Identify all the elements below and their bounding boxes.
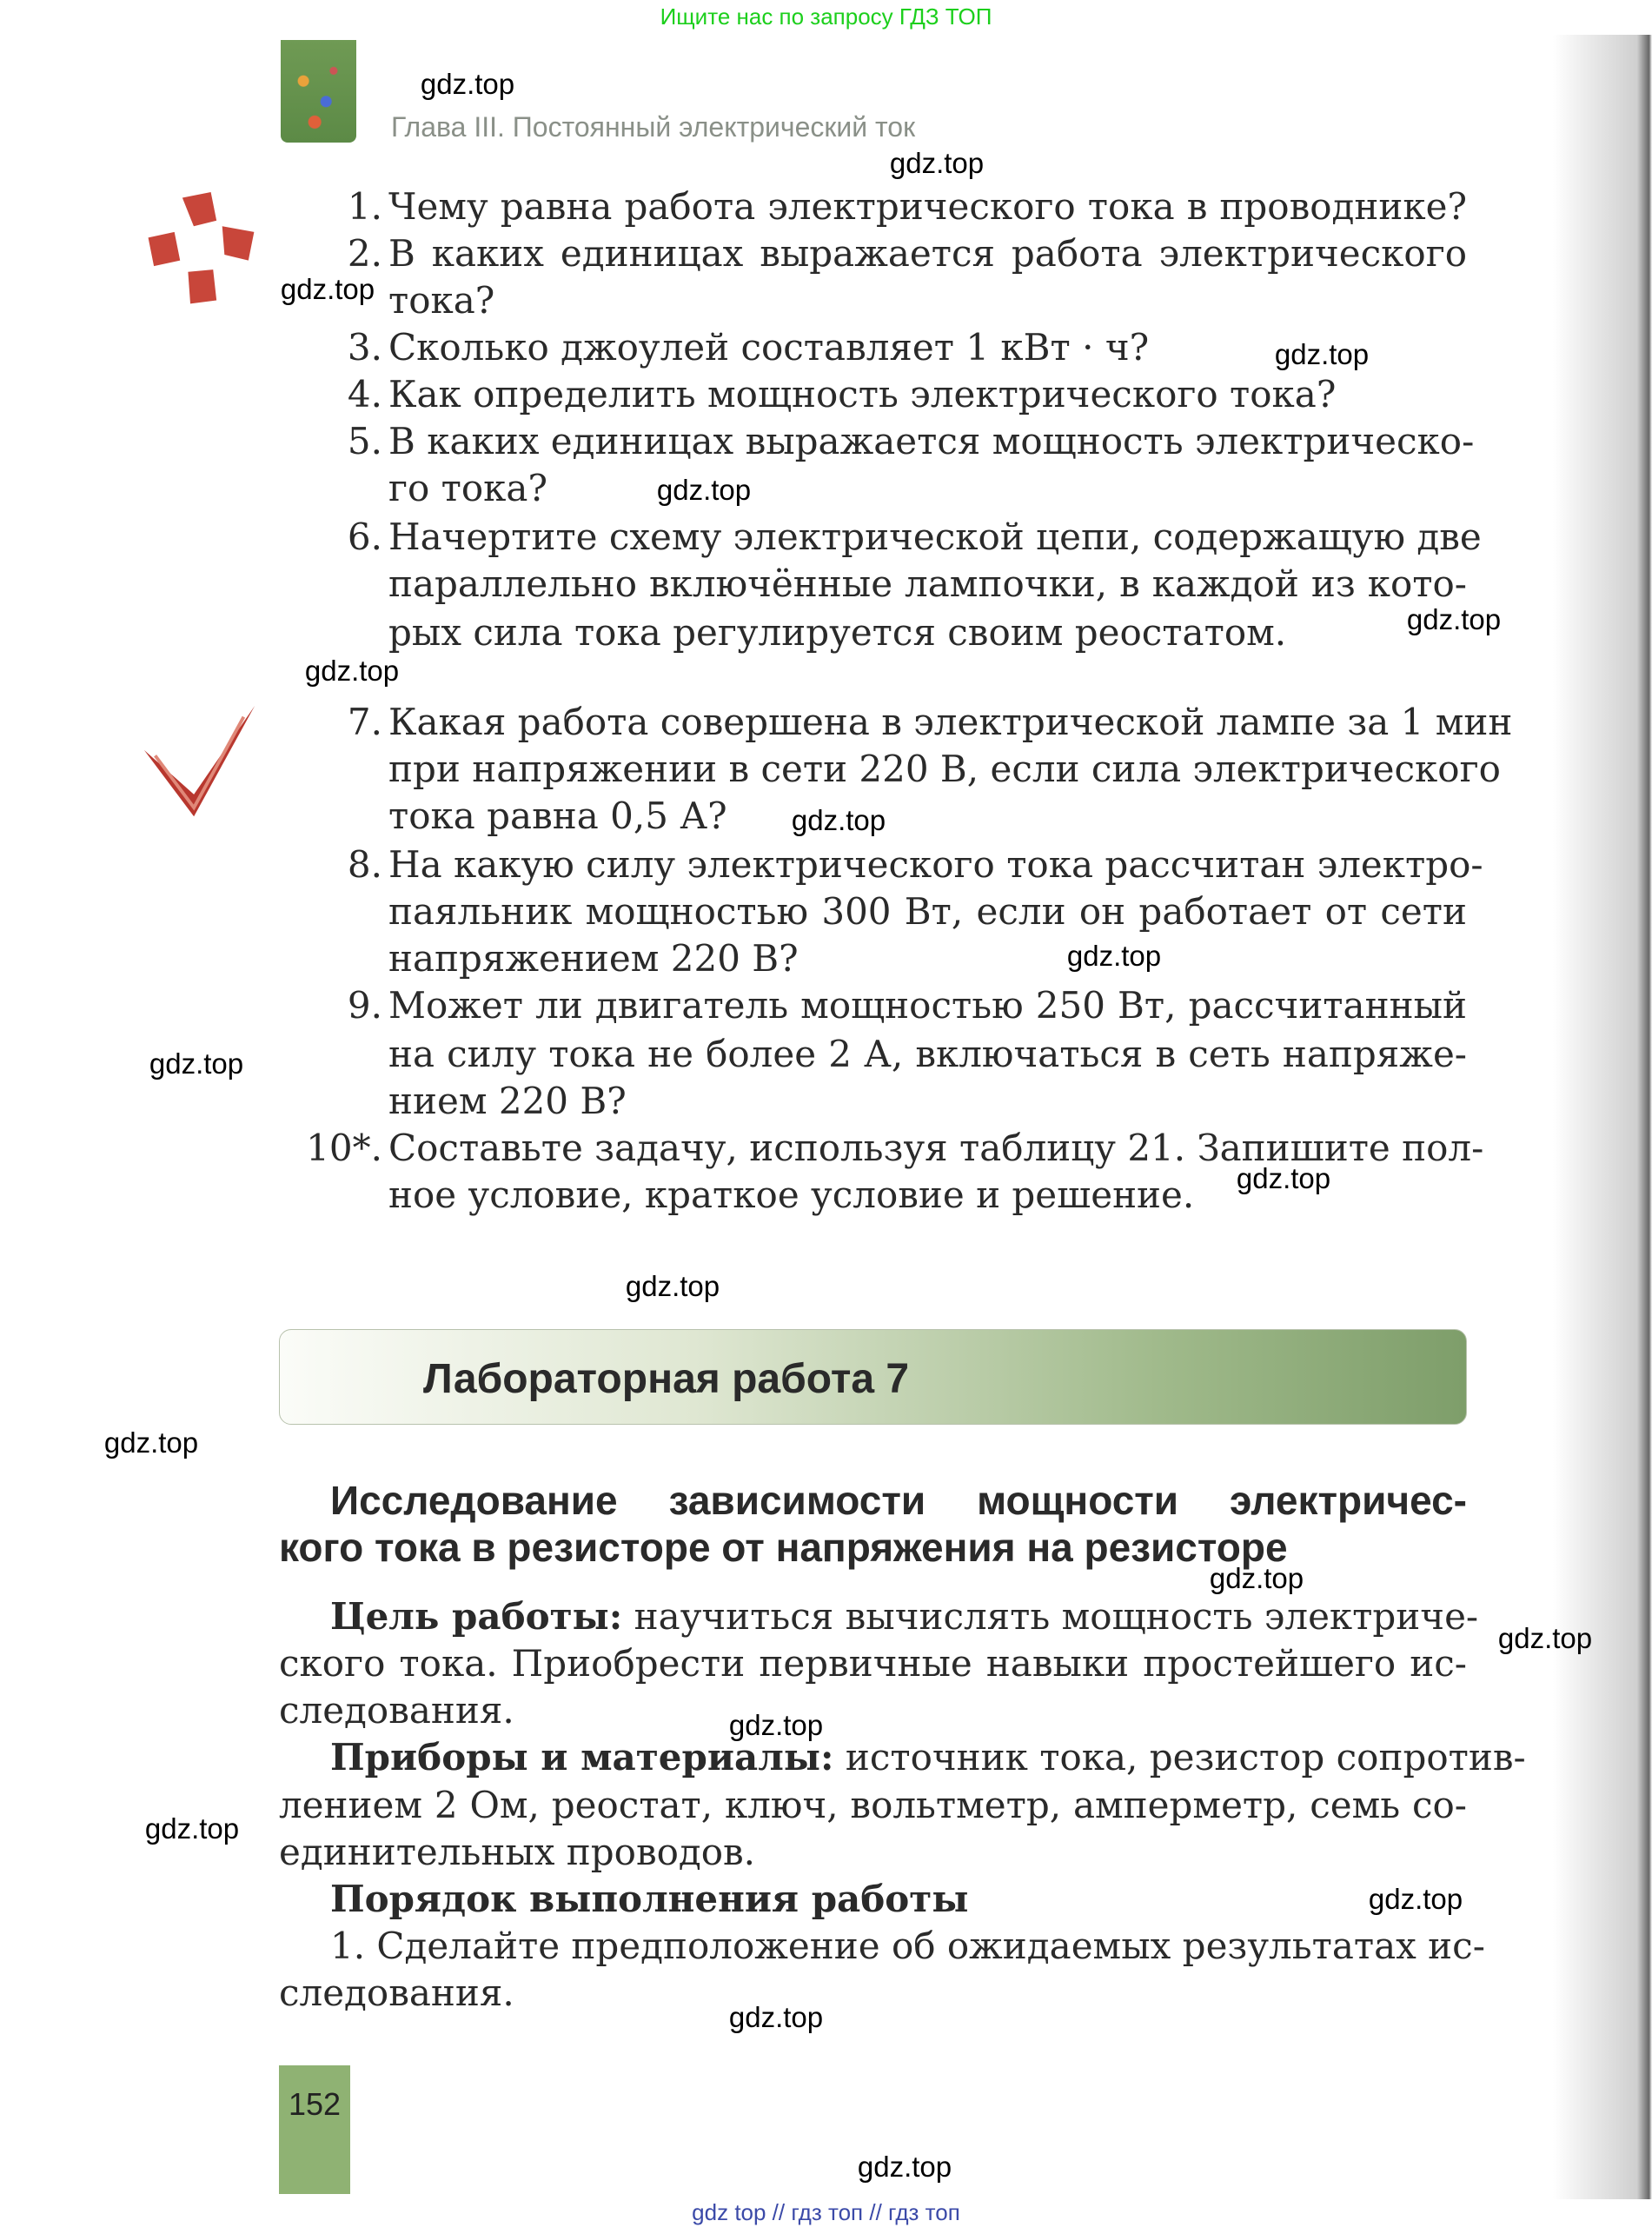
question-line: В каких единицах выражается работа электрического	[388, 232, 1467, 275]
check-icon	[143, 706, 256, 828]
question-line: рых сила тока регулируется своим реостатом.	[388, 611, 1287, 654]
question-number: 9.	[347, 984, 382, 1027]
question-line: на силу тока не более 2 А, включаться в сеть напряже-	[388, 1033, 1467, 1075]
question-line: Сколько джоулей составляет 1 кВт · ч?	[388, 326, 1150, 369]
goal-line: ского тока. Приобрести первичные навыки простейшего ис-	[279, 1642, 1467, 1685]
question-line: го тока?	[388, 467, 547, 509]
page-edge-shadow	[1553, 35, 1652, 2199]
goal-line: следования.	[279, 1689, 514, 1732]
lab-title-line: кого тока в резисторе от напряжения на резисторе	[279, 1525, 1288, 1570]
watermark: gdz.top	[1209, 1562, 1304, 1594]
watermark: gdz.top	[728, 2001, 824, 2033]
question-line: Чему равна работа электрического тока в проводнике?	[388, 185, 1467, 228]
search-banner[interactable]: Ищите нас по запросу ГДЗ ТОП	[660, 3, 992, 30]
watermark: gdz.top	[1066, 940, 1162, 972]
watermark: gdz.top	[420, 68, 515, 100]
watermark: gdz.top	[1236, 1162, 1331, 1194]
watermark: gdz.top	[791, 804, 886, 836]
question-line: На какую силу электрического тока рассчитан электро-	[388, 843, 1483, 886]
question-number: 8.	[347, 843, 382, 886]
goal-line	[330, 1593, 1479, 1640]
page-number: 152	[288, 2086, 342, 2122]
step-line: следования.	[279, 1971, 514, 2014]
question-line: при напряжении в сети 220 В, если сила электрического	[388, 748, 1501, 790]
watermark: gdz.top	[857, 2151, 952, 2183]
materials-line: лением 2 Ом, реостат, ключ, вольтметр, амперметр, семь со-	[279, 1784, 1467, 1826]
question-number: 6.	[347, 515, 382, 558]
question-line: напряжением 220 В?	[388, 937, 799, 980]
watermark: gdz.top	[889, 147, 985, 179]
chapter-header: Глава III. Постоянный электрический ток	[391, 111, 916, 143]
watermark: gdz.top	[149, 1047, 244, 1080]
question-line: Начертите схему электрической цепи, содержащую две	[388, 515, 1482, 558]
question-line: Какая работа совершена в электрической лампе за 1 мин	[388, 701, 1513, 743]
question-line: тока равна 0,5 А?	[388, 795, 727, 837]
watermark: gdz.top	[728, 1709, 824, 1741]
materials-text: источник тока, резистор сопротив-	[845, 1736, 1526, 1779]
question-line: нием 220 В?	[388, 1080, 627, 1122]
watermark: gdz.top	[1368, 1883, 1463, 1915]
question-line: Составьте задачу, используя таблицу 21. Запишите пол-	[388, 1127, 1484, 1169]
procedure-heading: Порядок выполнения работы	[330, 1878, 969, 1920]
goal-text: научиться вычислять мощность электриче-	[634, 1595, 1479, 1638]
watermark: gdz.top	[656, 474, 752, 506]
question-line: тока?	[388, 279, 495, 322]
question-number: 3.	[347, 326, 382, 369]
watermark: gdz.top	[103, 1426, 199, 1459]
questions-icon	[143, 192, 256, 306]
watermark: gdz.top	[144, 1812, 240, 1845]
watermark: gdz.top	[1406, 603, 1502, 635]
footer-links[interactable]: gdz top // гдз топ // гдз топ	[692, 2199, 960, 2225]
watermark: gdz.top	[1274, 338, 1370, 370]
question-line: ное условие, краткое условие и решение.	[388, 1174, 1195, 1216]
question-number: 10*.	[306, 1127, 382, 1169]
watermark: gdz.top	[304, 655, 400, 687]
materials-label: Приборы и материалы:	[330, 1736, 834, 1779]
materials-line: единительных проводов.	[279, 1831, 756, 1873]
lab-title-line: Исследование зависимости мощности электричес-	[330, 1478, 1467, 1523]
question-line: Может ли двигатель мощностью 250 Вт, рассчитанный	[388, 984, 1467, 1027]
lab-header: Лабораторная работа 7	[423, 1356, 910, 1402]
materials-line	[330, 1734, 1526, 1781]
watermark: gdz.top	[1497, 1622, 1593, 1654]
question-number: 1.	[347, 185, 382, 228]
step-line: 1. Сделайте предположение об ожидаемых результатах ис-	[330, 1925, 1485, 1967]
page-number-box	[279, 2065, 350, 2194]
question-number: 2.	[347, 232, 382, 275]
question-number: 4.	[347, 373, 382, 416]
question-line: паяльник мощностью 300 Вт, если он работает от сети	[388, 890, 1467, 933]
question-number: 7.	[347, 701, 382, 743]
question-line: Как определить мощность электрического тока?	[388, 373, 1337, 416]
question-number: 5.	[347, 420, 382, 462]
watermark: gdz.top	[280, 273, 375, 305]
chapter-logo-icon	[281, 40, 356, 143]
watermark: gdz.top	[625, 1270, 720, 1302]
question-line: параллельно включённые лампочки, в каждой из кото-	[388, 562, 1467, 605]
question-line: В каких единицах выражается мощность электрическо-	[388, 420, 1475, 462]
goal-label: Цель работы:	[330, 1595, 623, 1638]
